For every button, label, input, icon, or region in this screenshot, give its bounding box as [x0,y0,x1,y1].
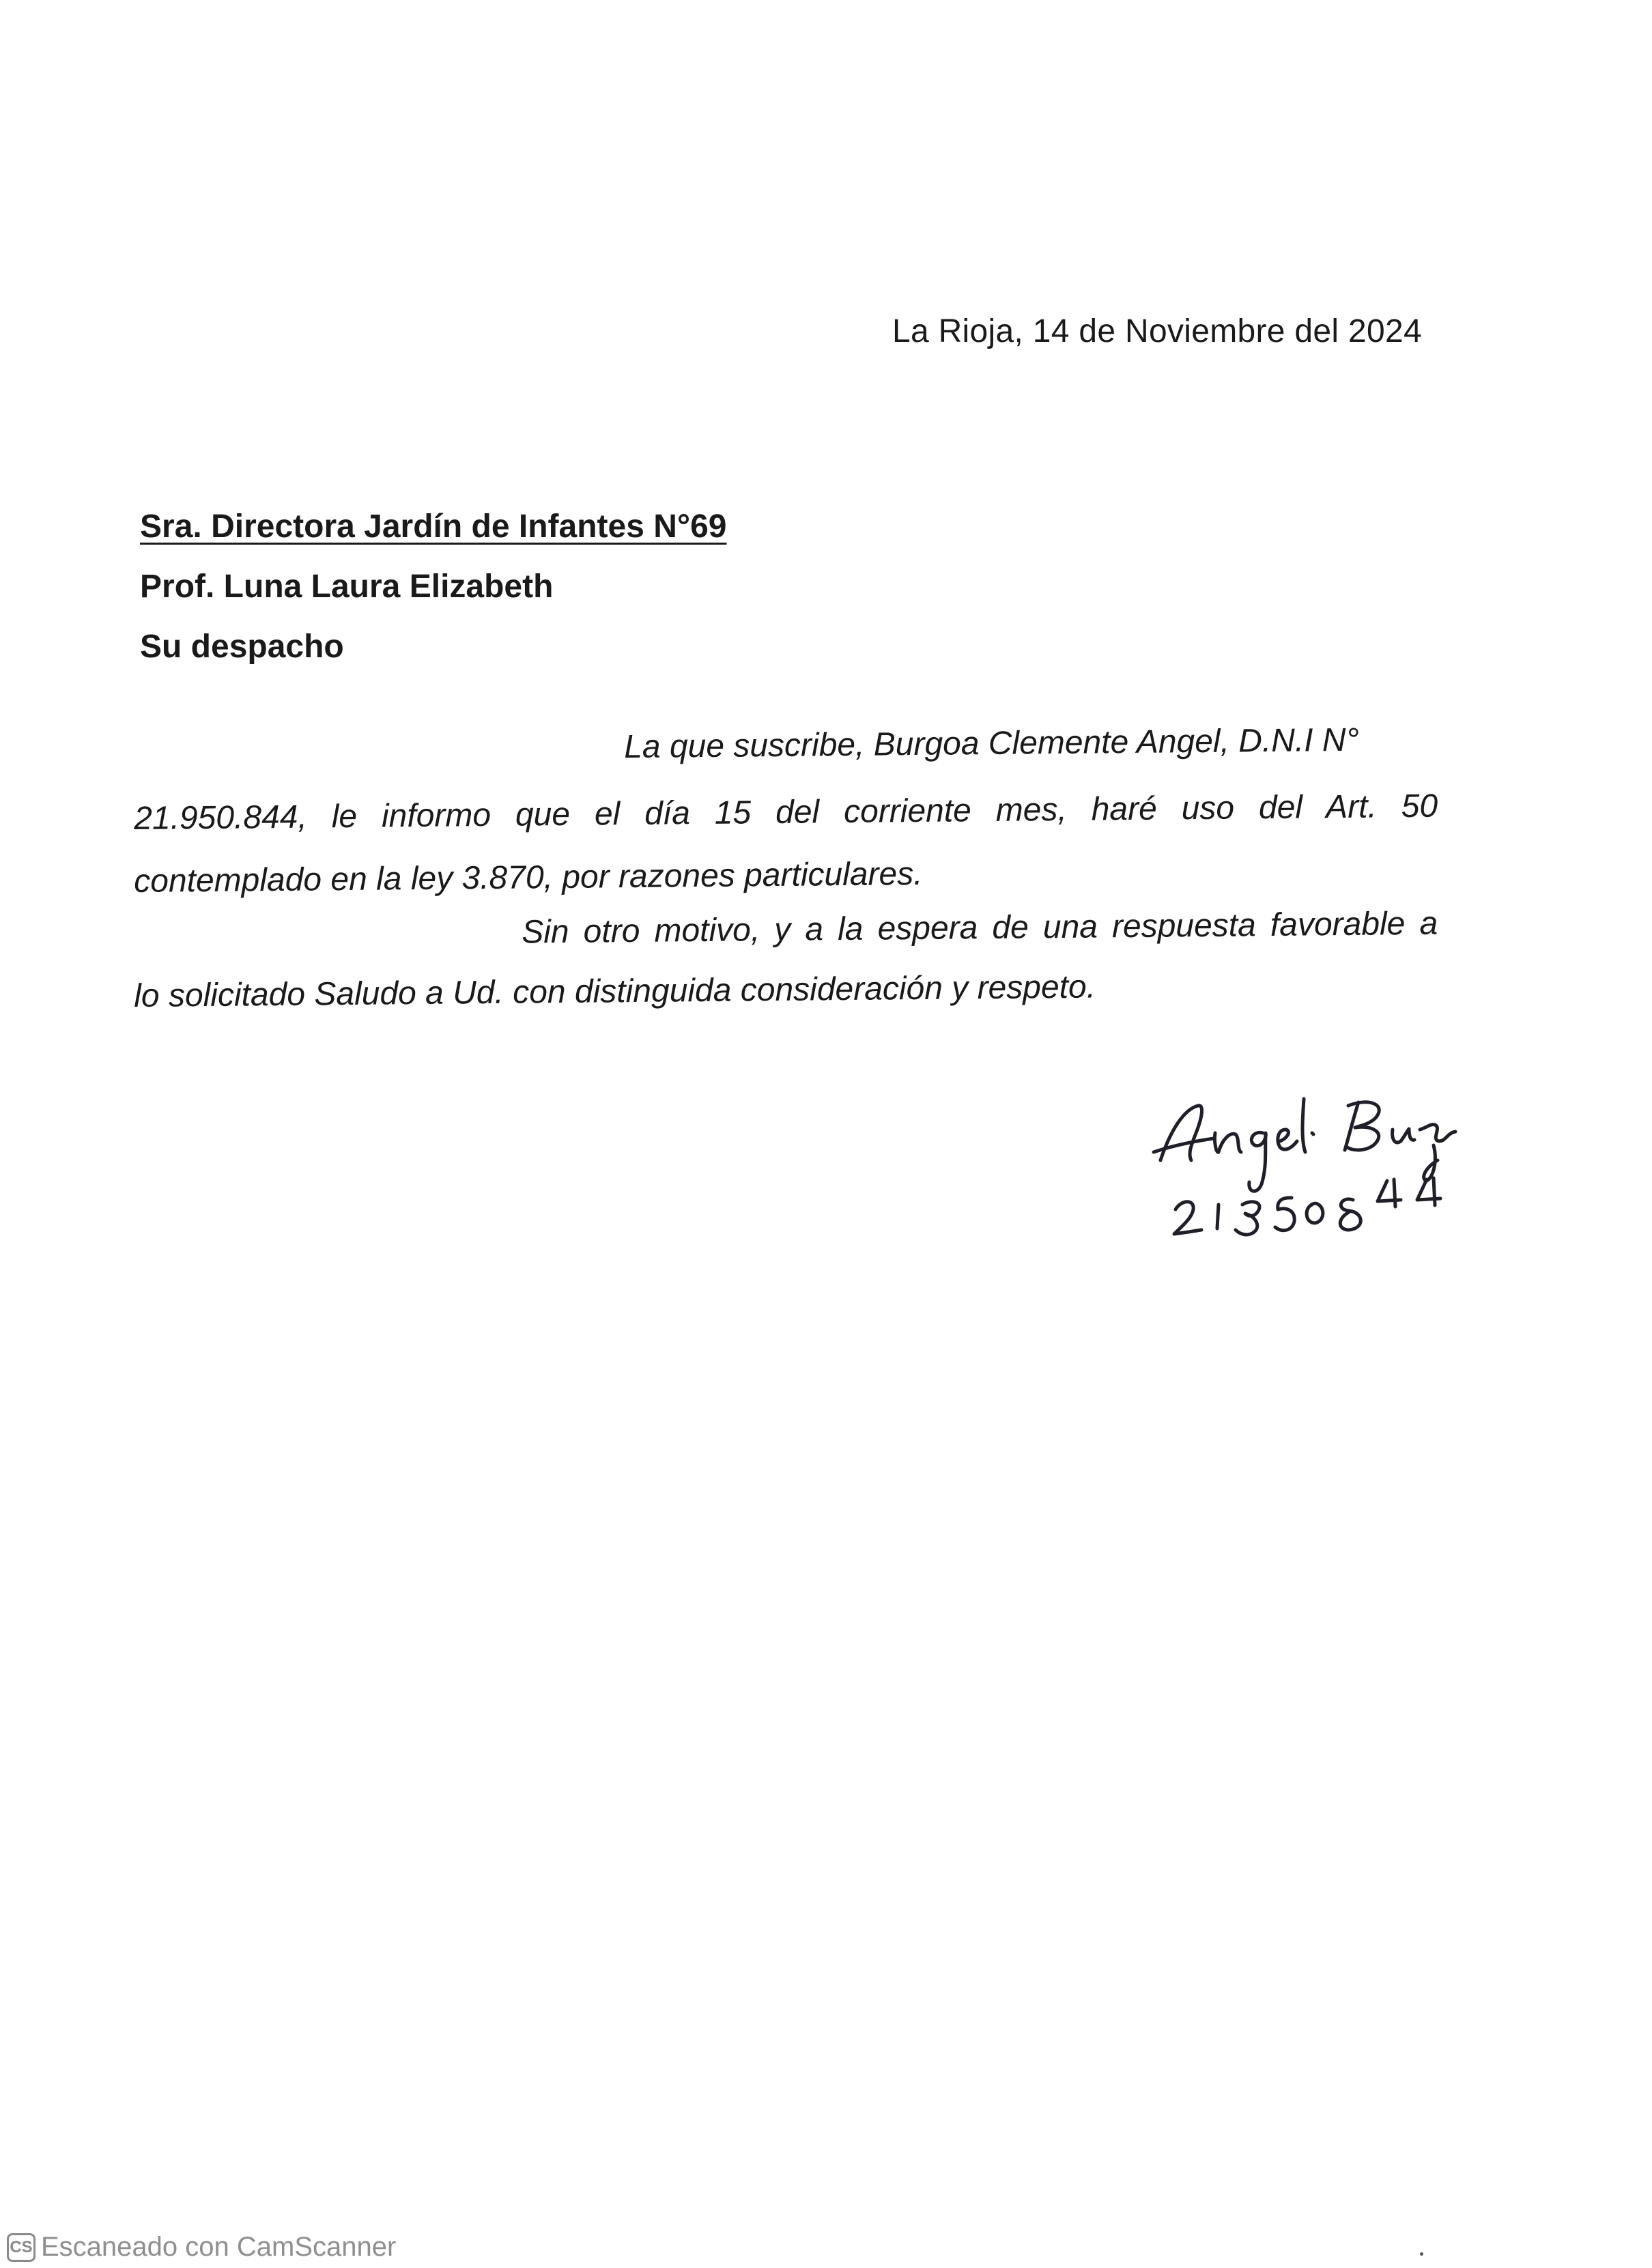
camscanner-icon: CS [7,2233,35,2262]
recipient-office: Su despacho [140,629,344,665]
body-paragraph-2-line-2: lo solicitado Saludo a Ud. con distinguida consideración y respeto. [133,968,1096,1014]
body-paragraph-1-line-1: La que suscribe, Burgoa Clemente Angel, D.N.I N° [623,721,1360,766]
recipient-block [140,497,727,677]
handwritten-signature [1133,1065,1543,1242]
body-paragraph-1-line-2: 21.950.844, le informo que el día 15 del corriente mes, haré uso del Art. 50 [133,788,1438,837]
recipient-name: Prof. Luna Laura Elizabeth [140,569,554,605]
scan-speck [1420,2252,1423,2256]
date-line: La Rioja, 14 de Noviembre del 2024 [892,313,1422,349]
body-paragraph-1-line-3: contemplado en la ley 3.870, por razones particulares. [133,855,923,900]
camscanner-watermark [7,2232,396,2263]
scan-label: Escaneado con CamScanner [41,2232,397,2262]
recipient-title: Sra. Directora Jardín de Infantes N°69 [140,508,727,545]
body-paragraph-2-line-1: Sin otro motivo, y a la espera de una respuesta favorable a [521,905,1438,951]
